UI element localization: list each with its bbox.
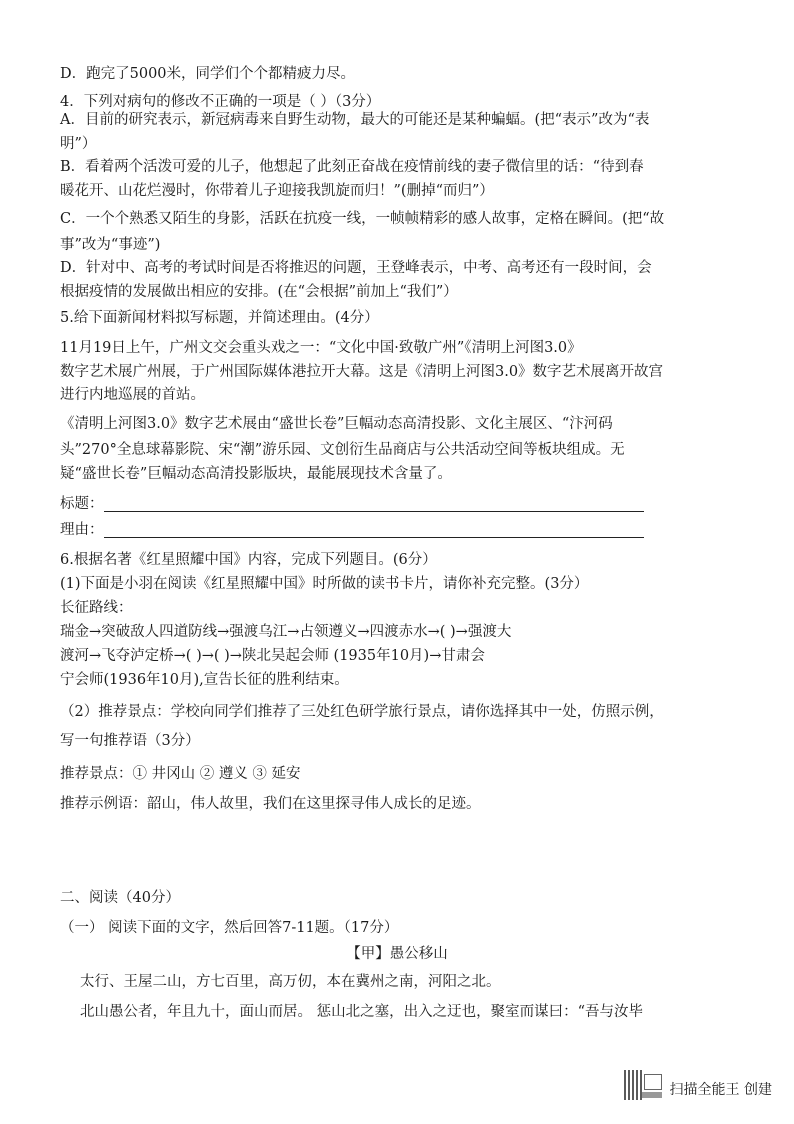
reason-label: 理由： xyxy=(60,522,104,538)
news-para-2: 《清明上河图3.0》数字艺术展由“盛世长卷”巨幅动态高清投影、文化主展区、“汴河码 xyxy=(60,416,613,432)
option-b-cont: 暖花开、山花烂漫时，你带着儿子迎接我凯旋而归！”(删掉“而归”） xyxy=(60,183,494,199)
option-d-q3: D．跑完了5000米，同学们个个都精疲力尽。 xyxy=(60,66,356,82)
passage-title: 【甲】愚公移山 xyxy=(346,946,448,962)
question-6-part-2: （2）推荐景点：学校向同学们推荐了三处红色研学旅行景点，请你选择其中一处，仿照示例， xyxy=(60,704,664,720)
news-para-2-cont: 头”270°全息球幕影院、宋“潮”游乐园、文创衍生品商店与公共活动空间等板块组成。无 xyxy=(60,442,625,458)
news-para-1-cont: 数字艺术展广州展，于广州国际媒体港拉开大幕。这是《清明上河图3.0》数字艺术展离开故宫 xyxy=(60,364,664,380)
news-para-1-end: 进行内地巡展的首站。 xyxy=(60,387,205,403)
long-march-route-1: 瑞金→突破敌人四道防线→强渡乌江→占领遵义→四渡赤水→( )→强渡大 xyxy=(60,624,512,640)
passage-line-1: 太行、王屋二山，方七百里，高万仞，本在冀州之南，河阳之北。 xyxy=(80,974,501,990)
long-march-label: 长征路线： xyxy=(60,600,133,616)
reason-answer-row xyxy=(60,520,644,540)
question-5: 5.给下面新闻材料拟写标题，并简述理由。(4分） xyxy=(60,310,379,326)
recommendation-example: 推荐示例语：韶山，伟人故里，我们在这里探寻伟人成长的足迹。 xyxy=(60,796,481,812)
long-march-route-2: 渡河→飞夺泸定桥→( )→( )→陕北吴起会师 (1935年10月)→甘肃会 xyxy=(60,648,485,664)
option-d-cont: 根据疫情的发展做出相应的安排。(在“会根据”前加上“我们”） xyxy=(60,284,458,300)
passage-line-2: 北山愚公者，年且九十，面山而居。 惩山北之塞，出入之迂也，聚室而谋曰：“吾与汝毕 xyxy=(80,1004,644,1020)
reading-instruction: （一） 阅读下面的文字，然后回答7-11题。（17分） xyxy=(60,920,399,936)
reason-answer-blank[interactable] xyxy=(104,523,644,538)
question-4: 4．下列对病句的修改不正确的一项是（ ）（3分） xyxy=(60,94,381,110)
question-6-part-2-cont: 写一句推荐语（3分） xyxy=(60,733,200,749)
scanner-logo-icon xyxy=(624,1070,662,1108)
news-para-2-end: 疑“盛世长卷”巨幅动态高清投影版块，最能展现技术含量了。 xyxy=(60,466,452,482)
option-a: A．目前的研究表示，新冠病毒来自野生动物，最大的可能还是某种蝙蝠。(把“表示”改为“表 xyxy=(60,112,650,128)
option-b: B．看着两个活泼可爱的儿子，他想起了此刻正奋战在疫情前线的妻子微信里的话：“待到春 xyxy=(60,159,644,175)
question-6-part-1: (1)下面是小羽在阅读《红星照耀中国》时所做的读书卡片，请你补充完整。(3分） xyxy=(60,576,589,592)
section-reading-heading: 二、阅读（40分） xyxy=(60,890,180,906)
news-para-1: 11月19日上午，广州文交会重头戏之一：“文化中国·致敬广州”《清明上河图3.0》 xyxy=(60,340,582,356)
title-answer-blank[interactable] xyxy=(104,497,644,512)
option-d: D．针对中、高考的考试时间是否将推迟的问题，王登峰表示，中考、高考还有一段时间，会 xyxy=(60,260,652,276)
option-a-cont: 明”） xyxy=(60,136,97,152)
scanner-watermark xyxy=(624,1070,772,1108)
option-c-cont: 事”改为“事迹”) xyxy=(60,237,161,253)
long-march-route-3: 宁会师(1936年10月),宣告长征的胜利结束。 xyxy=(60,672,349,688)
title-answer-row xyxy=(60,494,644,514)
question-6: 6.根据名著《红星照耀中国》内容，完成下列题目。(6分） xyxy=(60,552,437,568)
recommended-sites: 推荐景点：① 井冈山 ② 遵义 ③ 延安 xyxy=(60,766,301,782)
option-c: C．一个个熟悉又陌生的身影，活跃在抗疫一线，一帧帧精彩的感人故事，定格在瞬间。(把“故 xyxy=(60,211,665,227)
watermark-text: 扫描全能王 创建 xyxy=(669,1082,772,1098)
title-label: 标题： xyxy=(60,496,104,512)
